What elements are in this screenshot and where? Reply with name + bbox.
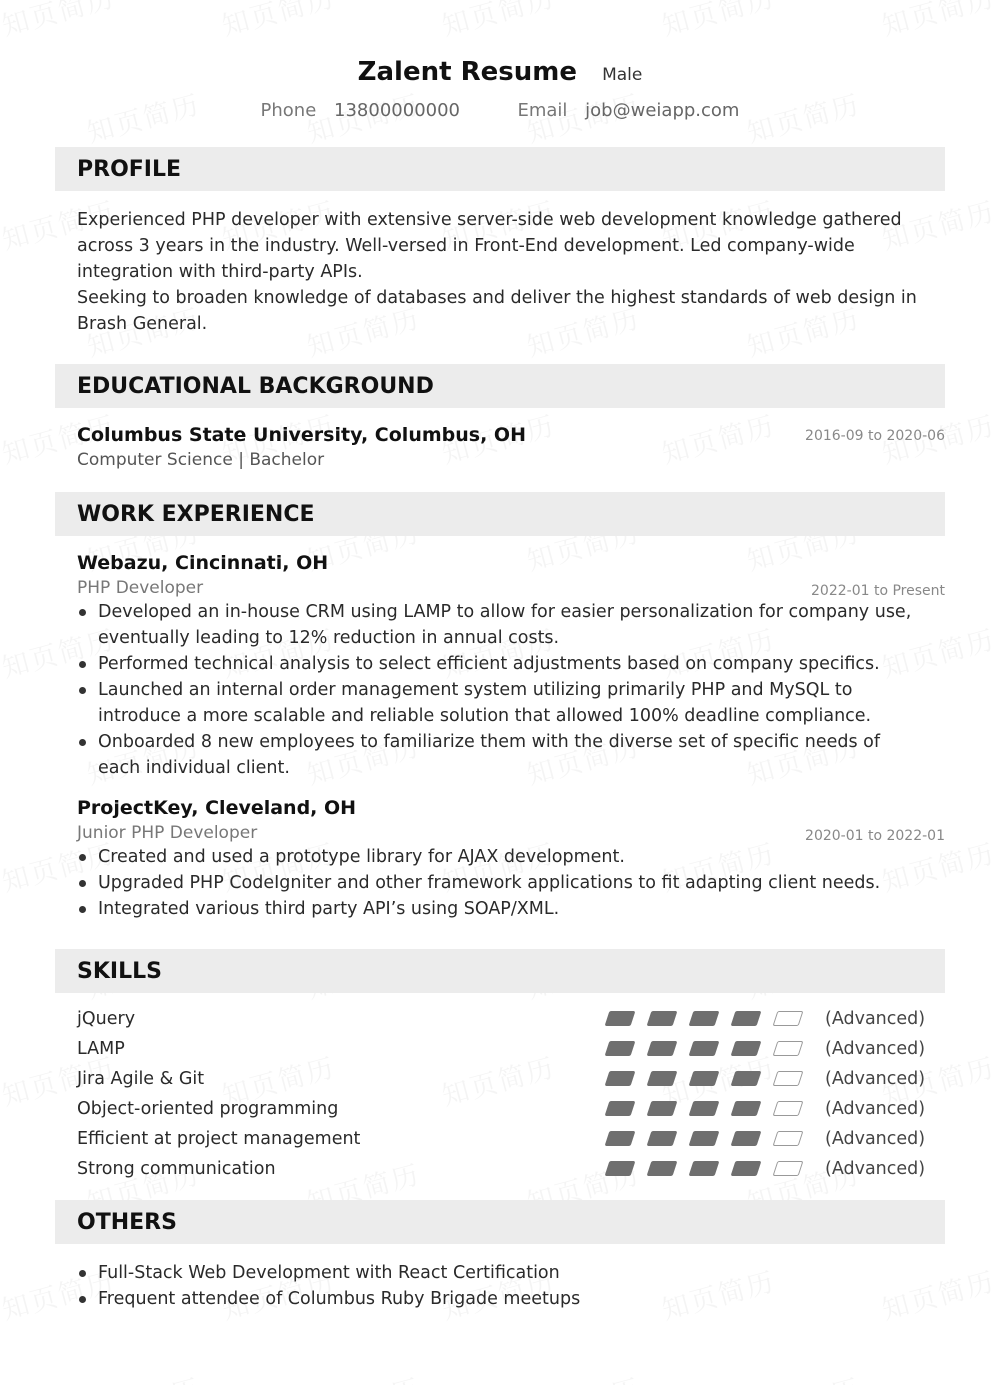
section-header-education: EDUCATIONAL BACKGROUND <box>55 364 945 408</box>
skill-level-label: (Advanced) <box>825 1099 926 1119</box>
phone-value: 13800000000 <box>334 100 461 121</box>
skill-name: LAMP <box>77 1039 125 1059</box>
list-item: Developed an in-house CRM using LAMP to allow for easier personalization for company use, eventually leading to 12% reduction in annual costs. <box>77 599 927 651</box>
skill-row <box>77 1154 926 1184</box>
skill-segment-filled <box>647 1041 678 1056</box>
skill-segment-filled <box>605 1011 636 1026</box>
skill-row <box>77 1004 926 1034</box>
list-item: Created and used a prototype library for AJAX development. <box>77 844 927 870</box>
skill-segment-filled <box>731 1041 762 1056</box>
list-item: Launched an internal order management system utilizing primarily PHP and MySQL to introduce a more scalable and reliable solution that allowed 100% deadline compliance. <box>77 677 927 729</box>
skill-level-label: (Advanced) <box>825 1039 926 1059</box>
phone-label: Phone <box>260 100 317 121</box>
skill-segment-filled <box>689 1071 720 1086</box>
skill-level-label: (Advanced) <box>825 1159 926 1179</box>
skill-level-label: (Advanced) <box>825 1009 926 1029</box>
skill-name: Jira Agile & Git <box>77 1069 205 1089</box>
skill-segment-filled <box>605 1161 636 1176</box>
skill-segment-empty <box>773 1011 804 1026</box>
email-label: Email <box>517 100 568 121</box>
profile-summary <box>77 207 939 337</box>
skill-segment-filled <box>689 1161 720 1176</box>
skill-segment-filled <box>647 1131 678 1146</box>
skill-segment-filled <box>731 1161 762 1176</box>
skill-segment-empty <box>773 1101 804 1116</box>
candidate-name: Zalent Resume <box>357 57 577 87</box>
skill-segment-filled <box>689 1041 720 1056</box>
candidate-gender: Male <box>602 65 643 85</box>
skill-segment-filled <box>731 1011 762 1026</box>
section-header-others: OTHERS <box>55 1200 945 1244</box>
skill-segment-empty <box>773 1161 804 1176</box>
skill-segment-filled <box>605 1131 636 1146</box>
skill-segment-filled <box>647 1161 678 1176</box>
profile-paragraph: Seeking to broaden knowledge of databases and deliver the highest standards of web design in Brash General. <box>77 288 917 334</box>
job-company: Webazu, Cincinnati, OH <box>77 552 329 574</box>
skill-level-label: (Advanced) <box>825 1129 926 1149</box>
skill-segment-filled <box>647 1011 678 1026</box>
skill-name: jQuery <box>77 1009 136 1029</box>
skill-segment-filled <box>647 1071 678 1086</box>
skill-row <box>77 1124 926 1154</box>
list-item: Full-Stack Web Development with React Certification <box>77 1260 927 1286</box>
skill-name: Object-oriented programming <box>77 1099 339 1119</box>
section-header-skills: SKILLS <box>55 949 945 993</box>
list-item: Integrated various third party API’s using SOAP/XML. <box>77 896 927 922</box>
skill-segment-filled <box>605 1101 636 1116</box>
skill-level-label: (Advanced) <box>825 1069 926 1089</box>
email-value: job@weiapp.com <box>585 100 740 121</box>
list-item: Upgraded PHP CodeIgniter and other framework applications to fit adapting client needs. <box>77 870 927 896</box>
skill-segment-filled <box>731 1101 762 1116</box>
job-date: 2020-01 to 2022-01 <box>805 828 945 844</box>
job-role: Junior PHP Developer <box>77 823 258 843</box>
job-bullets <box>77 599 927 781</box>
skill-segment-empty <box>773 1071 804 1086</box>
degree-detail: Computer Science | Bachelor <box>77 450 325 470</box>
skill-segment-empty <box>773 1131 804 1146</box>
skills-list <box>77 1004 926 1184</box>
skill-segment-filled <box>689 1011 720 1026</box>
resume-header <box>0 52 1000 126</box>
skill-segment-filled <box>689 1101 720 1116</box>
skill-name: Efficient at project management <box>77 1129 361 1149</box>
skill-segment-filled <box>731 1131 762 1146</box>
others-list <box>77 1260 927 1312</box>
skill-row <box>77 1094 926 1124</box>
skill-segment-filled <box>647 1101 678 1116</box>
skill-segment-filled <box>605 1041 636 1056</box>
skill-segment-filled <box>605 1071 636 1086</box>
section-header-work: WORK EXPERIENCE <box>55 492 945 536</box>
list-item: Onboarded 8 new employees to familiarize them with the diverse set of specific needs of each individual client. <box>77 729 927 781</box>
list-item: Frequent attendee of Columbus Ruby Brigade meetups <box>77 1286 927 1312</box>
education-date: 2016-09 to 2020-06 <box>805 428 945 444</box>
skill-segment-filled <box>731 1071 762 1086</box>
skill-name: Strong communication <box>77 1159 276 1179</box>
job-bullets <box>77 844 927 922</box>
skill-segment-filled <box>689 1131 720 1146</box>
contact-info <box>0 96 1000 126</box>
skill-row <box>77 1034 926 1064</box>
job-date: 2022-01 to Present <box>811 583 945 599</box>
skill-row <box>77 1064 926 1094</box>
job-company: ProjectKey, Cleveland, OH <box>77 797 357 819</box>
skill-segment-empty <box>773 1041 804 1056</box>
list-item: Performed technical analysis to select efficient adjustments based on company specifics. <box>77 651 927 677</box>
profile-paragraph: Experienced PHP developer with extensive server-side web development knowledge gathered across 3 years in the industry. Well-versed in Front-End development. Led company-wide integration with third-party APIs. <box>77 210 902 282</box>
school-name: Columbus State University, Columbus, OH <box>77 424 526 446</box>
job-role: PHP Developer <box>77 578 204 598</box>
section-header-profile: PROFILE <box>55 147 945 191</box>
